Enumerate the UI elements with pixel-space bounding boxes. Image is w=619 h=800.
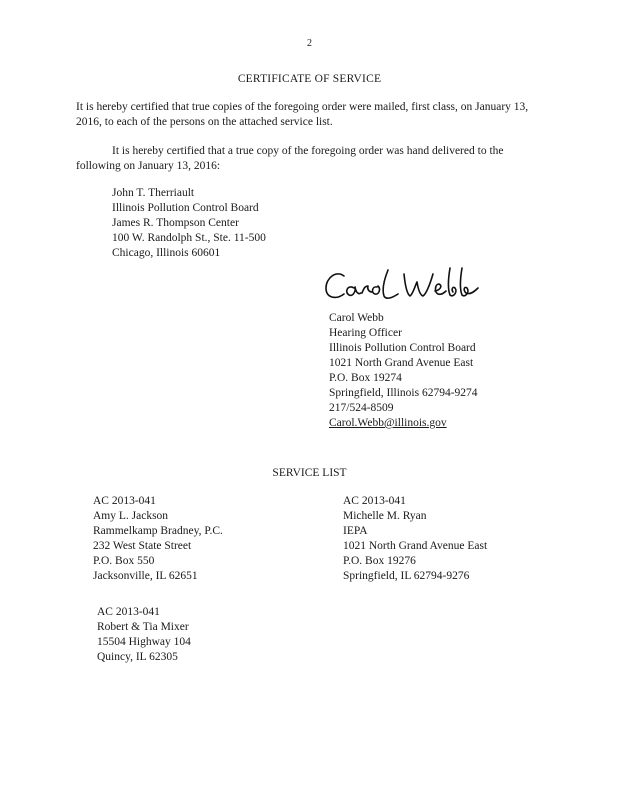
entry-line: Jacksonville, IL 62651 (93, 570, 198, 582)
entry-line: P.O. Box 550 (93, 555, 155, 567)
service-list-entry-ryan (343, 494, 487, 584)
officer-line: Carol Webb (329, 312, 384, 324)
officer-line: P.O. Box 19274 (329, 372, 402, 384)
officer-line: 217/524-8509 (329, 402, 394, 414)
certificate-title: CERTIFICATE OF SERVICE (237, 73, 382, 85)
address-line: James R. Thompson Center (112, 217, 239, 229)
entry-line: AC 2013-041 (343, 495, 406, 507)
entry-line: Quincy, IL 62305 (97, 651, 178, 663)
entry-line: Robert & Tia Mixer (97, 621, 189, 633)
entry-line: Springfield, IL 62794-9276 (343, 570, 470, 582)
address-line: Illinois Pollution Control Board (112, 202, 259, 214)
address-line: John T. Therriault (112, 187, 195, 199)
entry-line: 1021 North Grand Avenue East (343, 540, 488, 552)
entry-line: Amy L. Jackson (93, 510, 169, 522)
service-list-entry-jackson (93, 494, 223, 584)
certificate-paragraph-hand-delivered: It is hereby certified that a true copy of the foregoing order was hand delivered to the following on January 13, 2016: (76, 145, 504, 172)
service-list-title: SERVICE LIST (272, 467, 347, 479)
entry-line: Rammelkamp Bradney, P.C. (93, 525, 223, 537)
entry-line: Michelle M. Ryan (343, 510, 427, 522)
handwritten-signature (322, 262, 482, 308)
address-line: 100 W. Randolph St., Ste. 11-500 (112, 232, 266, 244)
officer-line: Illinois Pollution Control Board (329, 342, 476, 354)
certificate-paragraph-mailed: It is hereby certified that true copies of the foregoing order were mailed, first class, on January 13, 2016, to each of the persons on the attached service list. (76, 101, 529, 128)
officer-line: Springfield, Illinois 62794-9274 (329, 387, 478, 399)
page-number: 2 (307, 38, 312, 49)
officer-line: Hearing Officer (329, 327, 402, 339)
address-line: Chicago, Illinois 60601 (112, 247, 221, 259)
hearing-officer-block (329, 311, 478, 431)
officer-line: 1021 North Grand Avenue East (329, 357, 474, 369)
hand-delivery-address-block (112, 186, 266, 261)
entry-line: AC 2013-041 (93, 495, 156, 507)
entry-line: AC 2013-041 (97, 606, 160, 618)
entry-line: P.O. Box 19276 (343, 555, 416, 567)
entry-line: 15504 Highway 104 (97, 636, 191, 648)
entry-line: IEPA (343, 525, 368, 537)
officer-email-link[interactable]: Carol.Webb@illinois.gov (329, 417, 447, 429)
entry-line: 232 West State Street (93, 540, 192, 552)
service-list-entry-mixer (97, 605, 191, 665)
